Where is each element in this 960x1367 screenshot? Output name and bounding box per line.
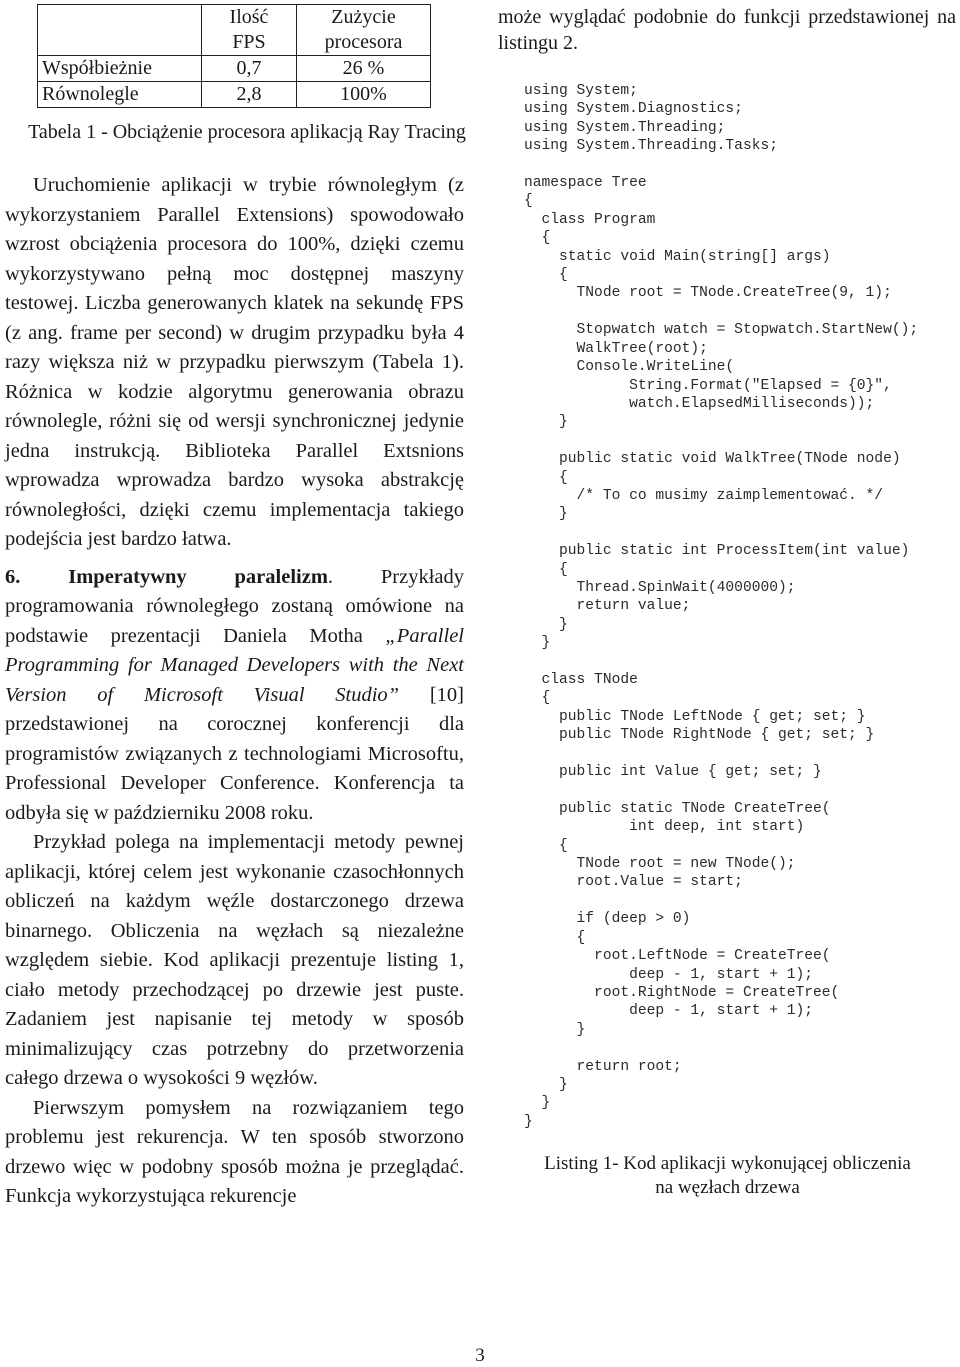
table-header-fps — [202, 5, 297, 56]
row-label: Współbieżnie — [38, 56, 202, 82]
row-cpu: 26 % — [297, 56, 431, 82]
paragraph-4: Pierwszym pomysłem na rozwiązaniem tego problemu jest rekurencja. W ten sposób stworzono drzewo więc w podobny sposób można je przeglądać. Funkcja wykorzystująca rekurencje — [5, 1096, 464, 1207]
paragraph-1: Uruchomienie aplikacji w trybie równoległym (z wykorzystaniem Parallel Extensions) spowodowało wzrost obciążenia procesora do 100%, dzięki czemu wykorzystywano pełną moc dostępnej maszyny testowej. Liczba generowanych klatek na sekundę FPS (z ang. frame per second) w drugim przypadku była 4 razy większa niż w przypadku pierwszym (Tabela 1). Różnica w kodzie algorytmu generowania obrazu równolegle, różni się od wersji synchronicznej jedynie jedna instrukcją. Biblioteka Parallel Extsnions wprowadza wprowadza bardzo wysoka abstrakcję równoległości, dzięki czemu implementacja takiego podejścia jest bardzo łatwa. — [5, 174, 464, 550]
listing-caption-line1: Listing 1- Kod aplikacji wykonującej obliczenia — [544, 1153, 911, 1174]
table-row — [38, 56, 431, 82]
table-row — [38, 82, 431, 108]
row-fps: 0,7 — [202, 56, 297, 82]
listing-caption-line2: na węzłach drzewa — [655, 1177, 800, 1198]
page-number: 3 — [475, 1345, 485, 1366]
row-cpu: 100% — [297, 82, 431, 108]
table-corner-cell — [38, 5, 202, 56]
table-caption: Tabela 1 - Obciążenie procesora aplikacją Ray Tracing — [28, 121, 466, 143]
table-header-row — [38, 5, 431, 56]
cited-presentation-title: „Parallel Programming for Managed Developers with the Next Version of Microsoft Visual Studio” — [5, 624, 464, 706]
paragraph-2 — [5, 563, 464, 829]
header-cpu-line2: procesora — [324, 31, 403, 53]
header-fps-line1: Ilość — [229, 6, 269, 28]
code-listing: using System; using System.Diagnostics; using System.Threading; using System.Threading.Tasks; namespace Tree { class Program { static void Main(string[] args) { TNode root = TNode.CreateTree(9, 1); Stopwatch watch = Stopwatch.StartNew(); WalkTree(root); Console.WriteLine( String.Format("Elapsed = {0}", watch.ElapsedMilliseconds)); } public static void WalkTree(TNode node) { /* To co musimy zaimplementować. */ } public static int ProcessItem(int value) { Thread.SpinWait(4000000); return value; } } class TNode { public TNode LeftNode { get; set; } public TNode RightNode { get; set; } public int Value { get; set; } public static TNode CreateTree( int deep, int start) { TNode root = new TNode(); root.Value = start; if (deep > 0) { root.LeftNode = CreateTree( deep - 1, start + 1); root.RightNode = CreateTree( deep - 1, start + 1); } return root; } } } — [524, 83, 919, 1130]
right-intro-text: może wyglądać podobnie do funkcji przedstawionej na listingu 2. — [498, 6, 956, 54]
table-header-cpu — [297, 5, 431, 56]
paragraph-2-text-a: . Przykłady programowania równoległego zostaną omówione na podstawie prezentacji Daniela Motha — [5, 565, 464, 647]
paragraph-3: Przykład polega na implementacji metody pewnej aplikacji, której celem jest wykonanie czasochłonnych obliczeń na każdym węźle dostarczonego drzewa binarnego. Obliczenia na węzłach są niezależne względem siebie. Kod aplikacji prezentuje listing 1, ciało metody przechodzącej po drzewie jest puste. Zadaniem jest napisanie tej metody w sposób minimalizujący czas potrzebny do przetworzenia całego drzewa o wysokości 9 węzłów. — [5, 831, 464, 1089]
listing-caption — [520, 1152, 935, 1200]
paragraph-2-text-b: [10] przedstawionej na corocznej konferencji dla programistów związanych z technologiami Microsoftu, Professional Developer Conference. Konferencja ta odbyła się w październiku 2008 roku. — [5, 683, 464, 824]
row-label: Równolegle — [38, 82, 202, 108]
header-cpu-line1: Zużycie — [331, 6, 396, 28]
left-column — [5, 171, 464, 1212]
section-title: 6. Imperatywny paralelizm — [5, 565, 328, 588]
row-fps: 2,8 — [202, 82, 297, 108]
header-fps-line2: FPS — [232, 31, 266, 53]
results-table — [37, 4, 431, 108]
